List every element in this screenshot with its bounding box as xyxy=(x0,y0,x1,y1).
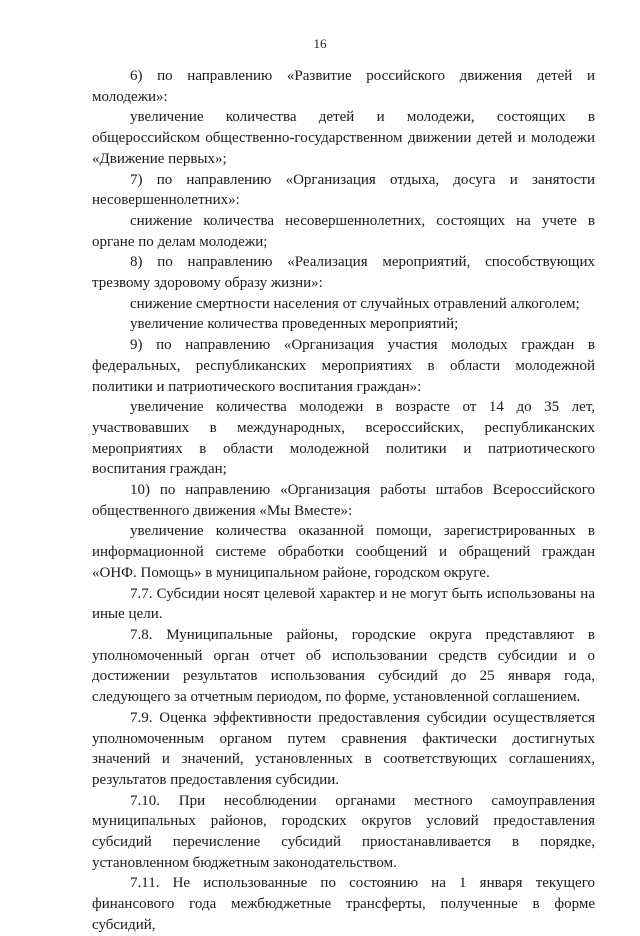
paragraph: 7.8. Муниципальные районы, городские округа представляют в уполномоченный орган отчет об использовании средств субсидии и о достижении результатов использования субсидий до 25 января года, следующего за отчетным периодом, по форме, установленной соглашением. xyxy=(92,626,595,706)
paragraph: 7.10. При несоблюдении органами местного самоуправления муниципальных районов, городских округов условий предоставления субсидий перечисление субсидий приостанавливается в порядке, установленном бюджетным законодательством. xyxy=(92,792,595,871)
paragraph: снижение смертности населения от случайных отравлений алкоголем; xyxy=(130,295,580,312)
paragraph: увеличение количества детей и молодежи, состоящих в общероссийском общественно-государственном движении детей и молодежи «Движение первых»; xyxy=(92,109,595,167)
paragraph: 7.9. Оценка эффективности предоставления субсидии осуществляется уполномоченным органом путем сравнения фактически достигнутых значений и значений, установленных в соответствующих соглашениях, результатов предоставления субсидии. xyxy=(92,709,595,788)
paragraph: 7.11. Не использованные по состоянию на 1 января текущего финансового года межбюджетные трансферты, полученные в форме субсидий, xyxy=(92,875,595,933)
paragraph: увеличение количества молодежи в возрасте от 14 до 35 лет, участвовавших в международных, всероссийских, республиканских мероприятиях в области молодежной политики и патриотического воспитания граждан; xyxy=(92,399,595,478)
paragraph: 7.7. Субсидии носят целевой характер и не могут быть использованы на иные цели. xyxy=(92,585,595,623)
paragraph: 6) по направлению «Развитие российского движения детей и молодежи»: xyxy=(92,68,595,105)
paragraph: снижение количества несовершеннолетних, состоящих на учете в органе по делам молодежи; xyxy=(92,212,595,250)
paragraph: увеличение количества оказанной помощи, зарегистрированных в информационной системе обработки сообщений и обращений граждан «ОНФ. Помощь» в муниципальном районе, городском округе. xyxy=(92,523,595,581)
page-number: 16 xyxy=(313,36,327,51)
paragraph: увеличение количества проведенных мероприятий; xyxy=(130,316,459,333)
document-body xyxy=(92,66,595,936)
paragraph: 9) по направлению «Организация участия молодых граждан в федеральных, республиканских мероприятиях в области молодежной политики и патриотического воспитания граждан»: xyxy=(92,337,595,395)
paragraph: 10) по направлению «Организация работы штабов Всероссийского общественного движения «Мы Вместе»: xyxy=(92,482,595,519)
paragraph: 7) по направлению «Организация отдыха, досуга и занятости несовершеннолетних»: xyxy=(92,171,595,209)
paragraph: 8) по направлению «Реализация мероприятий, способствующих трезвому здоровому образу жизни»: xyxy=(92,254,595,292)
